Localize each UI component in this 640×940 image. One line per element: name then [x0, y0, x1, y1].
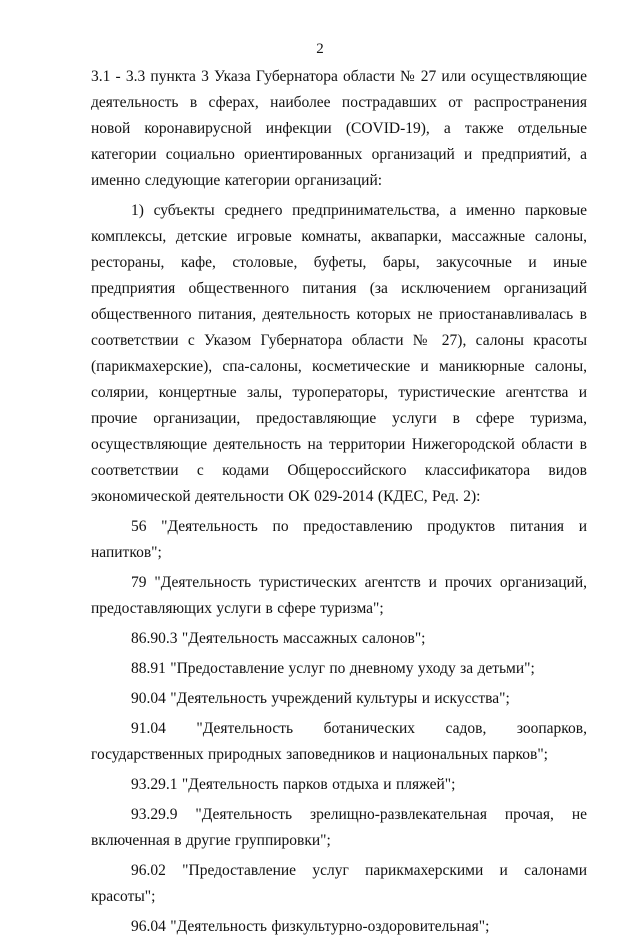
okved-code-96-02: 96.02 "Предоставление услуг парикмахерскими и салонами красоты";: [91, 862, 587, 905]
okved-code-93-29-1: 93.29.1 "Деятельность парков отдыха и пляжей";: [131, 776, 456, 793]
paragraph-item-1: 1) субъекты среднего предпринимательства, а именно парковые комплексы, детские игровые комнаты, аквапарки, массажные салоны, рестораны, кафе, столовые, буфеты, бары, закусочные и иные предприятия общественного питания (за исключением организаций общественного питания, деятельность которых не приостанавливалась в соответствии с Указом Губернатора области № 27), салоны красоты (парикмахерские), спа-салоны, косметические и маникюрные салоны, солярии, концертные залы, туроператоры, туристические агентства и прочие организации, предоставляющие услуги в сфере туризма, осуществляющие деятельность на территории Нижегородской области в соответствии с кодами Общероссийского классификатора видов экономической деятельности ОК 029-2014 (КДЕС, Ред. 2):: [91, 202, 587, 505]
okved-code-88-91: 88.91 "Предоставление услуг по дневному уходу за детьми";: [131, 660, 535, 677]
okved-code-79: 79 "Деятельность туристических агентств и прочих организаций, предоставляющих услуги в сфере туризма";: [91, 574, 587, 617]
page-number: 2: [316, 41, 324, 57]
document-body: [91, 64, 587, 940]
paragraph-intro: 3.1 - 3.3 пункта 3 Указа Губернатора области № 27 или осуществляющие деятельность в сферах, наиболее пострадавших от распространения новой коронавирусной инфекции (COVID-19), а также отдельные категории социально ориентированных организаций и предприятий, а именно следующие категории организаций:: [91, 68, 587, 189]
okved-code-96-04: 96.04 "Деятельность физкультурно-оздоровительная";: [131, 918, 490, 935]
okved-code-93-29-9: 93.29.9 "Деятельность зрелищно-развлекательная прочая, не включенная в другие группировки";: [91, 806, 587, 849]
okved-code-90-04: 90.04 "Деятельность учреждений культуры и искусства";: [131, 690, 510, 707]
okved-code-56: 56 "Деятельность по предоставлению продуктов питания и напитков";: [91, 518, 587, 561]
okved-code-86-90-3: 86.90.3 "Деятельность массажных салонов";: [131, 630, 426, 647]
okved-code-91-04: 91.04 "Деятельность ботанических садов, зоопарков, государственных природных заповедников и национальных парков";: [91, 720, 587, 763]
